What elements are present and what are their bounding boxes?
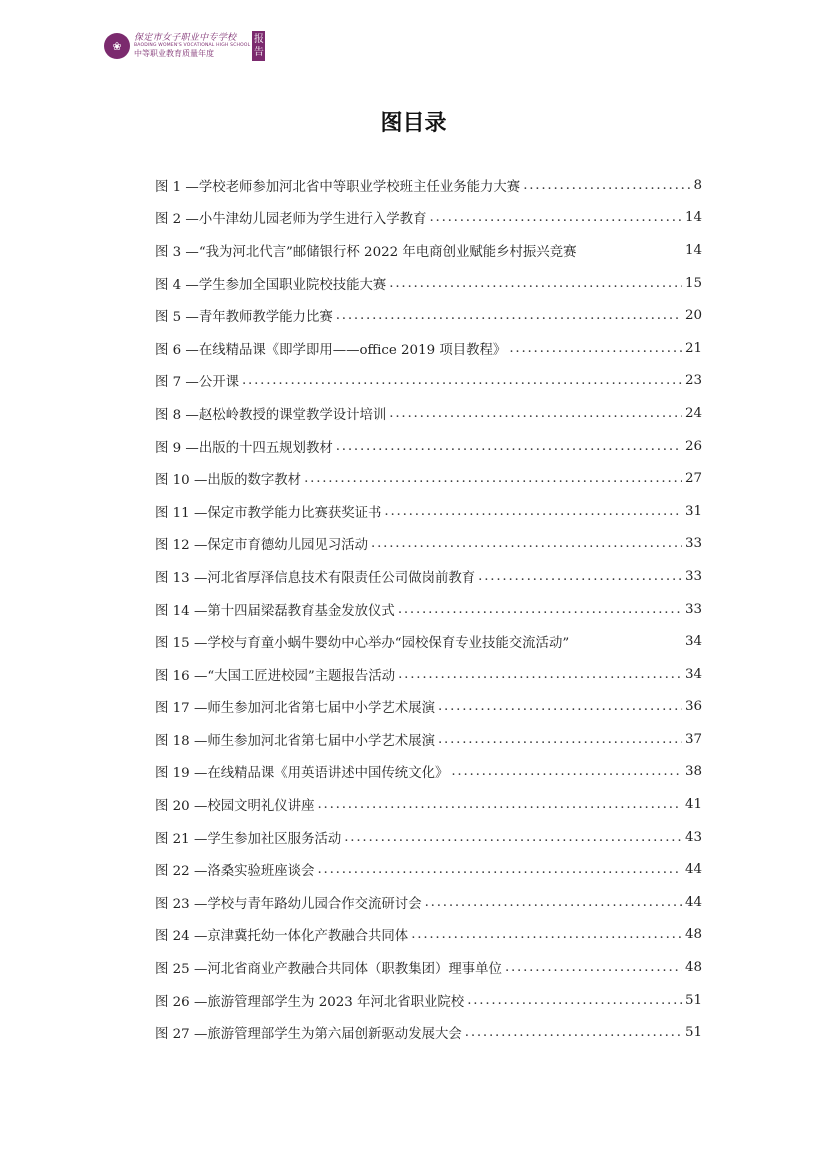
toc-entry-page: 23 [684,373,702,389]
toc-entry[interactable] [155,853,702,886]
toc-entry-page: 44 [684,894,702,910]
toc-entry[interactable] [155,756,702,789]
report-subtitle: 中等职业教育质量年度 [134,49,214,59]
toc-entry-label: 图 19 —在线精品课《用英语讲述中国传统文化》 [155,766,449,782]
toc-entry-label: 图 27 —旅游管理部学生为第六届创新驱动发展大会 [155,1027,462,1043]
toc-entry-page: 26 [684,438,702,454]
toc-entry[interactable] [155,658,702,691]
toc-entry[interactable] [155,1016,702,1049]
toc-entry[interactable] [155,169,702,202]
toc-entry[interactable] [155,723,702,756]
leader-dots [505,960,682,975]
page-header [104,30,265,62]
toc-entry[interactable] [155,462,702,495]
toc-entry-label: 图 21 —学生参加社区服务活动 [155,831,342,847]
toc-entry[interactable] [155,788,702,821]
toc-entry-page: 24 [684,405,702,421]
toc-entry-page: 33 [684,568,702,584]
leader-dots [411,927,682,942]
toc-entry[interactable] [155,528,702,561]
toc-entry-page: 36 [684,699,702,715]
leader-dots [467,993,682,1008]
toc-entry-page: 48 [684,927,702,943]
toc-entry[interactable] [155,691,702,724]
toc-entry-label: 图 18 —师生参加河北省第七届中小学艺术展演 [155,733,435,749]
toc-entry-page: 8 [693,177,702,193]
leader-dots [429,210,682,225]
toc-entry-label: 图 20 —校园文明礼仪讲座 [155,799,315,815]
toc-entry-label: 图 26 —旅游管理部学生为 2023 年河北省职业院校 [155,994,465,1010]
toc-entry-page: 33 [684,601,702,617]
toc-entry-label: 图 10 —出版的数字教材 [155,473,302,489]
toc-entry-label: 图 12 —保定市育德幼儿园见习活动 [155,538,369,554]
leader-dots [438,732,682,747]
toc-entry-label: 图 16 —“大国工匠进校园”主题报告活动 [155,668,396,684]
leader-dots [242,373,682,388]
toc-entry[interactable] [155,299,702,332]
toc-entry-page: 37 [684,731,702,747]
leader-dots [304,471,682,486]
toc-entry-label: 图 5 —青年教师教学能力比赛 [155,310,333,326]
leader-dots [523,178,690,193]
school-logo-icon: ❀ [104,33,130,59]
leader-dots [389,406,682,421]
toc-entry-label: 图 6 —在线精品课《即学即用——office 2019 项目教程》 [155,342,507,358]
toc-entry-page: 51 [684,992,702,1008]
toc-entry[interactable] [155,625,702,658]
toc-entry-label: 图 4 —学生参加全国职业院校技能大赛 [155,277,387,293]
toc-entry-page: 51 [684,1025,702,1041]
toc-entry-page: 27 [684,471,702,487]
leader-dots [384,504,682,519]
leader-dots [371,536,682,551]
figure-list [155,169,702,1049]
toc-entry-page: 33 [684,536,702,552]
leader-dots [438,699,682,714]
school-english-name: BAODING WOMEN'S VOCATIONAL HIGH SCHOOL [134,42,251,48]
leader-dots [425,895,682,910]
toc-entry[interactable] [155,919,702,952]
toc-entry[interactable] [155,430,702,463]
toc-entry-page: 34 [684,634,702,650]
toc-entry-label: 图 11 —保定市教学能力比赛获奖证书 [155,505,382,521]
toc-entry-label: 图 3 —“我为河北代言”邮储银行杯 2022 年电商创业赋能乡村振兴竞赛 [155,244,577,260]
toc-entry-page: 48 [684,960,702,976]
toc-entry-label: 图 15 —学校与育童小蜗牛婴幼中心举办“园校保育专业技能交流活动” [155,636,570,652]
leader-dots [317,862,681,877]
toc-entry-page: 14 [684,242,702,258]
toc-entry[interactable] [155,951,702,984]
toc-entry[interactable] [155,495,702,528]
leader-dots [398,667,682,682]
toc-entry[interactable] [155,202,702,235]
school-name: 保定市女子职业中专学校 [134,32,237,43]
toc-entry-label: 图 1 —学校老师参加河北省中等职业学校班主任业务能力大赛 [155,179,521,195]
leader-dots [451,764,682,779]
toc-entry-page: 20 [684,308,702,324]
leader-dots [336,439,682,454]
toc-entry[interactable] [155,984,702,1017]
toc-entry-label: 图 13 —河北省厚泽信息技术有限责任公司做岗前教育 [155,570,476,586]
toc-entry[interactable] [155,365,702,398]
toc-entry-page: 34 [684,666,702,682]
toc-entry-page: 43 [684,829,702,845]
leader-dots [478,569,682,584]
toc-entry-label: 图 8 —赵松岭教授的课堂教学设计培训 [155,407,387,423]
report-badge: 报告 [252,31,265,61]
toc-entry[interactable] [155,886,702,919]
toc-entry-label: 图 24 —京津冀托幼一体化产教融合共同体 [155,929,409,945]
toc-entry[interactable] [155,821,702,854]
toc-entry[interactable] [155,332,702,365]
toc-entry-label: 图 25 —河北省商业产教融合共同体（职教集团）理事单位 [155,962,502,978]
leader-dots [389,276,682,291]
toc-entry-label: 图 22 —洛桑实验班座谈会 [155,864,315,880]
toc-entry-page: 38 [684,764,702,780]
toc-entry-page: 31 [684,503,702,519]
toc-entry-label: 图 7 —公开课 [155,375,239,391]
toc-entry[interactable] [155,593,702,626]
leader-dots [465,1025,682,1040]
toc-entry-page: 41 [684,797,702,813]
toc-entry-page: 14 [684,210,702,226]
leader-dots [398,602,682,617]
toc-entry-label: 图 23 —学校与青年路幼儿园合作交流研讨会 [155,896,422,912]
toc-entry-page: 15 [684,275,702,291]
toc-entry[interactable] [155,267,702,300]
leader-dots [509,341,682,356]
toc-entry-page: 44 [684,862,702,878]
toc-entry[interactable] [155,397,702,430]
toc-entry[interactable] [155,560,702,593]
toc-entry-label: 图 9 —出版的十四五规划教材 [155,440,333,456]
toc-entry-page: 21 [684,340,702,356]
toc-entry-label: 图 2 —小牛津幼儿园老师为学生进行入学教育 [155,212,427,228]
toc-entry[interactable] [155,234,702,267]
header-text [134,34,250,59]
page-title: 图目录 [380,111,447,136]
leader-dots [317,797,681,812]
leader-dots [344,830,682,845]
leader-dots [336,308,682,323]
toc-entry-label: 图 17 —师生参加河北省第七届中小学艺术展演 [155,701,435,717]
toc-entry-label: 图 14 —第十四届梁磊教育基金发放仪式 [155,603,395,619]
